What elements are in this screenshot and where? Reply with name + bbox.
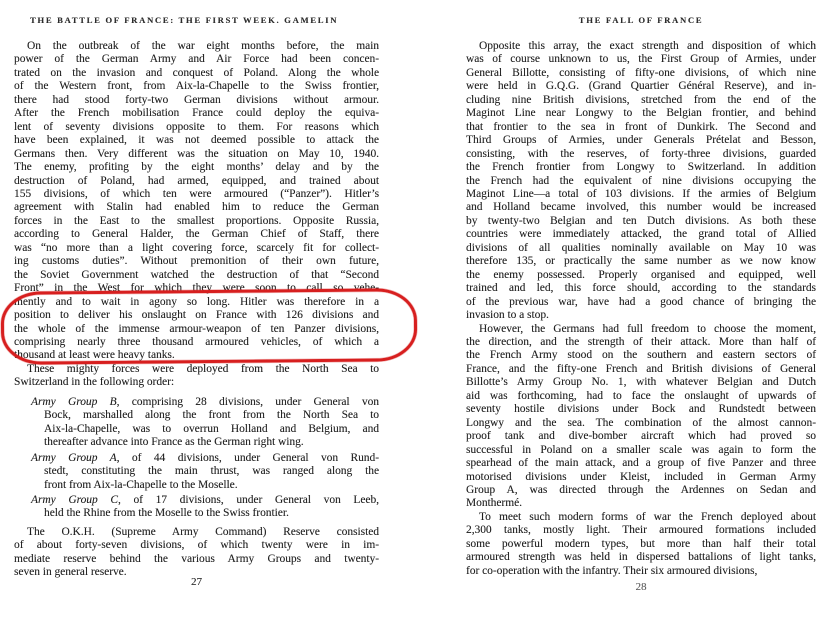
text-line: thereafter advance into France as the German right wing. — [44, 436, 304, 449]
text-line: thousand at least were heavy tanks. — [14, 349, 175, 362]
paragraph — [14, 40, 379, 363]
text-line: However, the Germans had full freedom to choose the moment, — [479, 322, 816, 335]
text-line: agreement with Stalin had enabled him to reduce the German — [14, 201, 379, 214]
text-line: that frontier to the sea in front of Dunkirk. The Second and — [466, 120, 816, 133]
paragraph — [14, 494, 379, 521]
text-line: trated on the invasion and conquest of Poland. Along the whole — [14, 66, 379, 79]
text-line: 155 divisions, of which ten were armoured (“Panzer”). Hitler’s — [14, 187, 379, 200]
text-line: aid was forthcoming, had to face the onslaught of upwards of — [466, 389, 816, 402]
text-line: These mighty forces were deployed from the North Sea to — [27, 362, 379, 375]
text-line: the direction, and the strength of their attack. More than half of — [466, 335, 816, 348]
text-line: successful in Poland on a smaller scale was again to form the — [466, 443, 816, 456]
text-line: were held in G.Q.G. (Grand Quartier Général Reserve), and in- — [466, 80, 816, 93]
text-line: On the outbreak of the war eight months before, the main — [27, 40, 379, 52]
text-line: comprising nearly three thousand armoured vehicles, of which a — [14, 335, 379, 348]
text-line: lent of seventy divisions opposite to them. For reasons which — [14, 120, 379, 133]
text-line: mently and to wait in agony so long. Hitler was therefore in a — [14, 295, 379, 308]
text-line: therefore 135, or practically the same number as we now know — [466, 255, 816, 268]
text-line: position to deliver his onslaught on France with 126 divisions and — [14, 309, 379, 322]
text-line: by twenty-two Belgian and ten Dutch divisions. As both these — [466, 214, 816, 227]
text-line: To meet such modern forms of war the French deployed about — [479, 510, 816, 523]
running-header-left: THE BATTLE OF FRANCE: THE FIRST WEEK. GAMELIN — [30, 15, 339, 25]
text-line: motorised divisions under Kleist, included in German Army — [466, 470, 816, 483]
text-line: forces in the East to the smallest proportions. Opposite Russia, — [14, 214, 379, 227]
text-line: according to General Halder, the German Chief of Staff, there — [14, 228, 379, 241]
text-line: Group A, was directed through the Ardennes on Sedan and — [466, 483, 816, 496]
text-line: Army Group A, of 44 divisions, under General von Rund- — [31, 451, 379, 464]
text-line: invasion to a stop. — [466, 309, 549, 322]
text-line: armoured strength was held in dispersed battalions of light tanks, — [466, 551, 816, 564]
paragraph — [466, 40, 816, 323]
text-line: held the Rhine from the Moselle to the Swiss frontier. — [44, 507, 289, 520]
text-line: there had stood forty-two German divisions without armour. — [14, 93, 379, 106]
text-line: of the Western front, from Aix-la-Chapelle to the Swiss frontier, — [14, 80, 379, 93]
text-line: spearhead of the main attack, and a group of five Panzer and three — [466, 457, 816, 470]
text-line: Switzerland in the following order: — [14, 376, 175, 389]
page-number-left: 27 — [191, 576, 202, 588]
text-line: Army Group B, comprising 28 divisions, under General von — [31, 395, 379, 408]
paragraph — [14, 526, 379, 580]
text-line: Army Group C, of 17 divisions, under General von Leeb, — [31, 493, 379, 506]
text-line: General Billotte, consisting of fifty-one divisions, of which nine — [466, 66, 816, 79]
paragraph — [466, 323, 816, 511]
text-line: Bock, marshalled along the front from the North Sea to — [44, 409, 379, 422]
running-header-right: THE FALL OF FRANCE — [578, 15, 704, 25]
italic-lead: Army Group B — [31, 395, 117, 408]
text-line: Third Groups of Armies, under Generals Prételat and Besson, — [466, 134, 816, 147]
paragraph — [14, 396, 379, 450]
text-line: some powerful modern types, but more than half their total — [466, 537, 816, 550]
text-line: Opposite this array, the exact strength and disposition of which — [479, 40, 816, 52]
text-line: power of the German Army and Air Force had been concen- — [14, 53, 379, 66]
text-line: trained and led, this force should, according to the standards — [466, 282, 816, 295]
text-line: cluding nine British divisions, stretched from the end of the — [466, 93, 816, 106]
text-line: front from Aix-la-Chapelle to the Moselle. — [44, 478, 238, 491]
text-line: Maginot Line near Longwy to the Belgian frontier, and behind — [466, 107, 816, 120]
text-line: France, and the fifty-one French and British divisions of General — [466, 362, 816, 375]
text-line: was “no more than a light covering force, scarcely fit for collect- — [14, 241, 379, 254]
text-line: After the French mobilisation France could deploy the equiva- — [14, 107, 379, 120]
text-line: stedt, constituting the main thrust, was ranged along the — [44, 465, 379, 478]
text-line: was of course unknown to us, the First Group of Armies, under — [466, 53, 816, 66]
text-line: the enemy possessed. Properly organised and equipped, well — [466, 268, 816, 281]
text-line: destruction of Poland, had armed, equipped, and trained about — [14, 174, 379, 187]
page-number-right: 28 — [635, 581, 647, 593]
paragraph — [466, 511, 816, 578]
text-line: countries were immediately attacked, the grand total of Allied — [466, 228, 816, 241]
text-line: Germans then. Very different was the situation on May 10, 1940. — [14, 147, 379, 160]
text-line: of the previous war, have had a good chance of bringing the — [466, 295, 816, 308]
italic-lead: Army Group A — [31, 451, 117, 464]
text-line: divisions of all qualities nominally available on May 10 was — [466, 241, 816, 254]
text-line: the French had the equivalent of nine divisions occupying the — [466, 174, 816, 187]
text-line: Billotte’s Army Group No. 1, with whatever Belgian and Dutch — [466, 376, 816, 389]
text-line: the French frontier from Longwy to Switzerland. In addition — [466, 161, 816, 174]
text-line: proof tank and dive-bomber aircraft which had proved so — [466, 430, 816, 443]
text-line: have been explained, it was not deemed possible to attack the — [14, 134, 379, 147]
text-line: the French Army stood on the southern and eastern sectors of — [466, 349, 816, 362]
text-line: Maginot Line—a total of 103 divisions. If the armies of Belgium — [466, 187, 816, 200]
text-line: of about forty-seven divisions, of which twenty were in im- — [14, 539, 379, 552]
italic-lead: Army Group C — [31, 493, 118, 506]
right-text-column — [466, 40, 816, 578]
text-line: mediate reserve behind the various Army Groups and twenty- — [14, 552, 379, 565]
text-line: Monthermé. — [466, 497, 522, 510]
text-line: the Soviet Government watched the destruction of that “Second — [14, 268, 379, 281]
text-line: The enemy, profiting by the eight months’ delay and by the — [14, 161, 379, 174]
text-line: and Holland became involved, this number would be increased — [466, 201, 816, 214]
text-line: 2,300 tanks, mostly light. Their armoured formations included — [466, 524, 816, 537]
text-line: ing customs duties”. Without premonition of their own future, — [14, 255, 379, 268]
paragraph — [14, 452, 379, 492]
text-line: The O.K.H. (Supreme Army Command) Reserve consisted — [27, 525, 379, 538]
text-line: consisting, with the reserves, of forty-three divisions, guarded — [466, 147, 816, 160]
text-line: Longwy and the sea. The combination of the almost cannon- — [466, 416, 816, 429]
text-line: for co-operation with the infantry. Their six armoured divisions, — [466, 564, 758, 577]
text-line: seven in general reserve. — [14, 566, 127, 579]
text-line: Aix-la-Chapelle, was to overrun Holland and Belgium, and — [44, 422, 379, 435]
text-line: seventy hostile divisions under Bock and Rundstedt between — [466, 403, 816, 416]
text-line: Front” in the West for which they were soon to call so vehe- — [14, 282, 379, 295]
paragraph — [14, 363, 379, 390]
left-text-column — [14, 40, 379, 580]
text-line: the whole of the immense armour-weapon of ten Panzer divisions, — [14, 322, 379, 335]
